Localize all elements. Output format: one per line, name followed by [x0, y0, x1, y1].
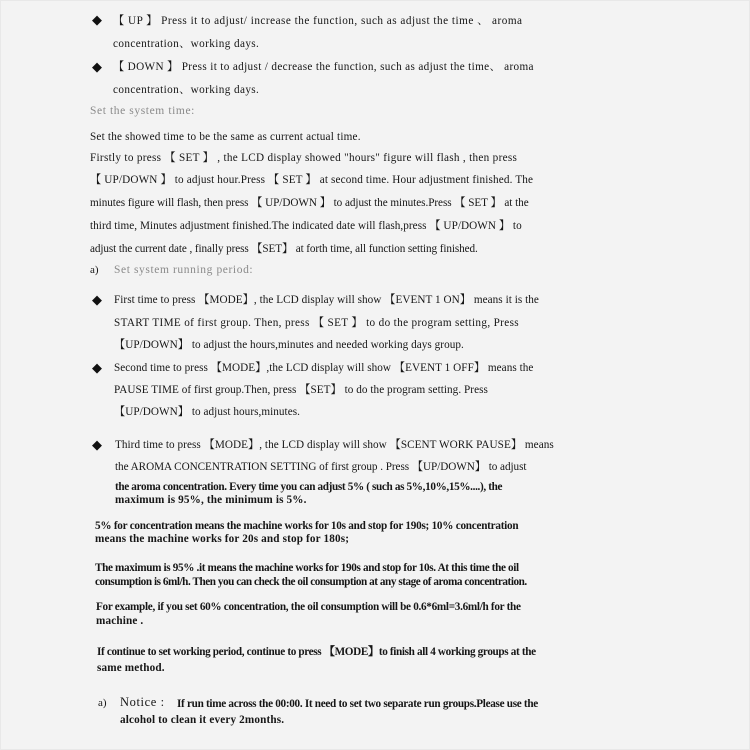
bullet-diamond-icon: ◆ [92, 59, 102, 74]
down-item-line1: 【 DOWN 】 Press it to adjust / decrease the function, such as adjust the time、 aroma [113, 61, 534, 73]
para-max-line2: consumption is 6ml/h. Then you can check the oil consumption at any stage of aroma concentration. [95, 576, 527, 588]
bullet-diamond-icon: ◆ [92, 292, 102, 307]
para-5pct-line1: 5% for concentration means the machine works for 10s and stop for 190s; 10% concentration [95, 520, 519, 532]
set-time-line3: 【 UP/DOWN 】 to adjust hour.Press 【 SET 】 at second time. Hour adjustment finished. The [90, 174, 534, 186]
set-time-line5: third time, Minutes adjustment finished.The indicated date will flash,press 【 UP/DOWN 】 to [90, 220, 522, 232]
para-continue-line1: If continue to set working period, continue to press 【MODE】to finish all 4 working groups at the [97, 646, 536, 658]
para-max-line1: The maximum is 95% .it means the machine works for 190s and stop for 10s. At this time the oil [95, 562, 519, 574]
set-time-line4: minutes figure will flash, then press 【 UP/DOWN 】 to adjust the minutes.Press 【 SET 】 at the [90, 197, 529, 209]
event-on-line3: 【UP/DOWN】 to adjust the hours,minutes and needed working days group. [114, 339, 464, 351]
para-5pct-line2: means the machine works for 20s and stop for 180s; [95, 533, 350, 545]
set-time-heading: Set the system time: [90, 105, 195, 117]
scent-line3: the aroma concentration. Every time you can adjust 5% ( such as 5%,10%,15%....), the [115, 481, 503, 493]
scent-line4: maximum is 95%, the minimum is 5%. [115, 494, 307, 506]
event-on-line2: START TIME of first group. Then, press 【 SET 】 to do the program setting, Press [114, 317, 519, 329]
event-on-line1: First time to press 【MODE】, the LCD display will show 【EVENT 1 ON】 means it is the [114, 294, 539, 306]
scent-line2: the AROMA CONCENTRATION SETTING of first group . Press 【UP/DOWN】 to adjust [115, 461, 527, 473]
period-label: a) [90, 264, 99, 276]
notice-line1: If run time across the 00:00. It need to set two separate run groups.Please use the [177, 698, 538, 710]
para-example-line2: machine . [96, 615, 144, 627]
event-off-line1: Second time to press 【MODE】,the LCD display will show 【EVENT 1 OFF】 means the [114, 362, 534, 374]
event-off-line2: PAUSE TIME of first group.Then, press 【SET】 to do the program setting. Press [114, 384, 488, 396]
bullet-diamond-icon: ◆ [92, 12, 102, 27]
para-example-line1: For example, if you set 60% concentration, the oil consumption will be 0.6*6ml=3.6ml/h for the [96, 601, 521, 613]
para-continue-line2: same method. [97, 662, 165, 674]
bullet-diamond-icon: ◆ [92, 360, 102, 375]
up-item-line1: 【 UP 】 Press it to adjust/ increase the function, such as adjust the time 、 aroma [113, 15, 523, 27]
notice-title: Notice : [120, 695, 165, 709]
set-time-line6: adjust the current date , finally press 【SET】 at forth time, all function setting finished. [90, 243, 478, 255]
event-off-line3: 【UP/DOWN】 to adjust hours,minutes. [114, 406, 300, 418]
up-item-line2: concentration、working days. [113, 38, 260, 50]
set-time-line2: Firstly to press 【 SET 】 , the LCD display showed "hours" figure will flash , then press [90, 152, 518, 164]
scent-line1: Third time to press 【MODE】, the LCD display will show 【SCENT WORK PAUSE】 means [115, 439, 554, 451]
set-time-line1: Set the showed time to be the same as current actual time. [90, 131, 361, 143]
bullet-diamond-icon: ◆ [92, 437, 102, 452]
down-item-line2: concentration、working days. [113, 84, 260, 96]
notice-line2: alcohol to clean it every 2months. [120, 714, 285, 726]
notice-label: a) [98, 697, 107, 709]
period-heading: Set system running period: [114, 264, 254, 276]
